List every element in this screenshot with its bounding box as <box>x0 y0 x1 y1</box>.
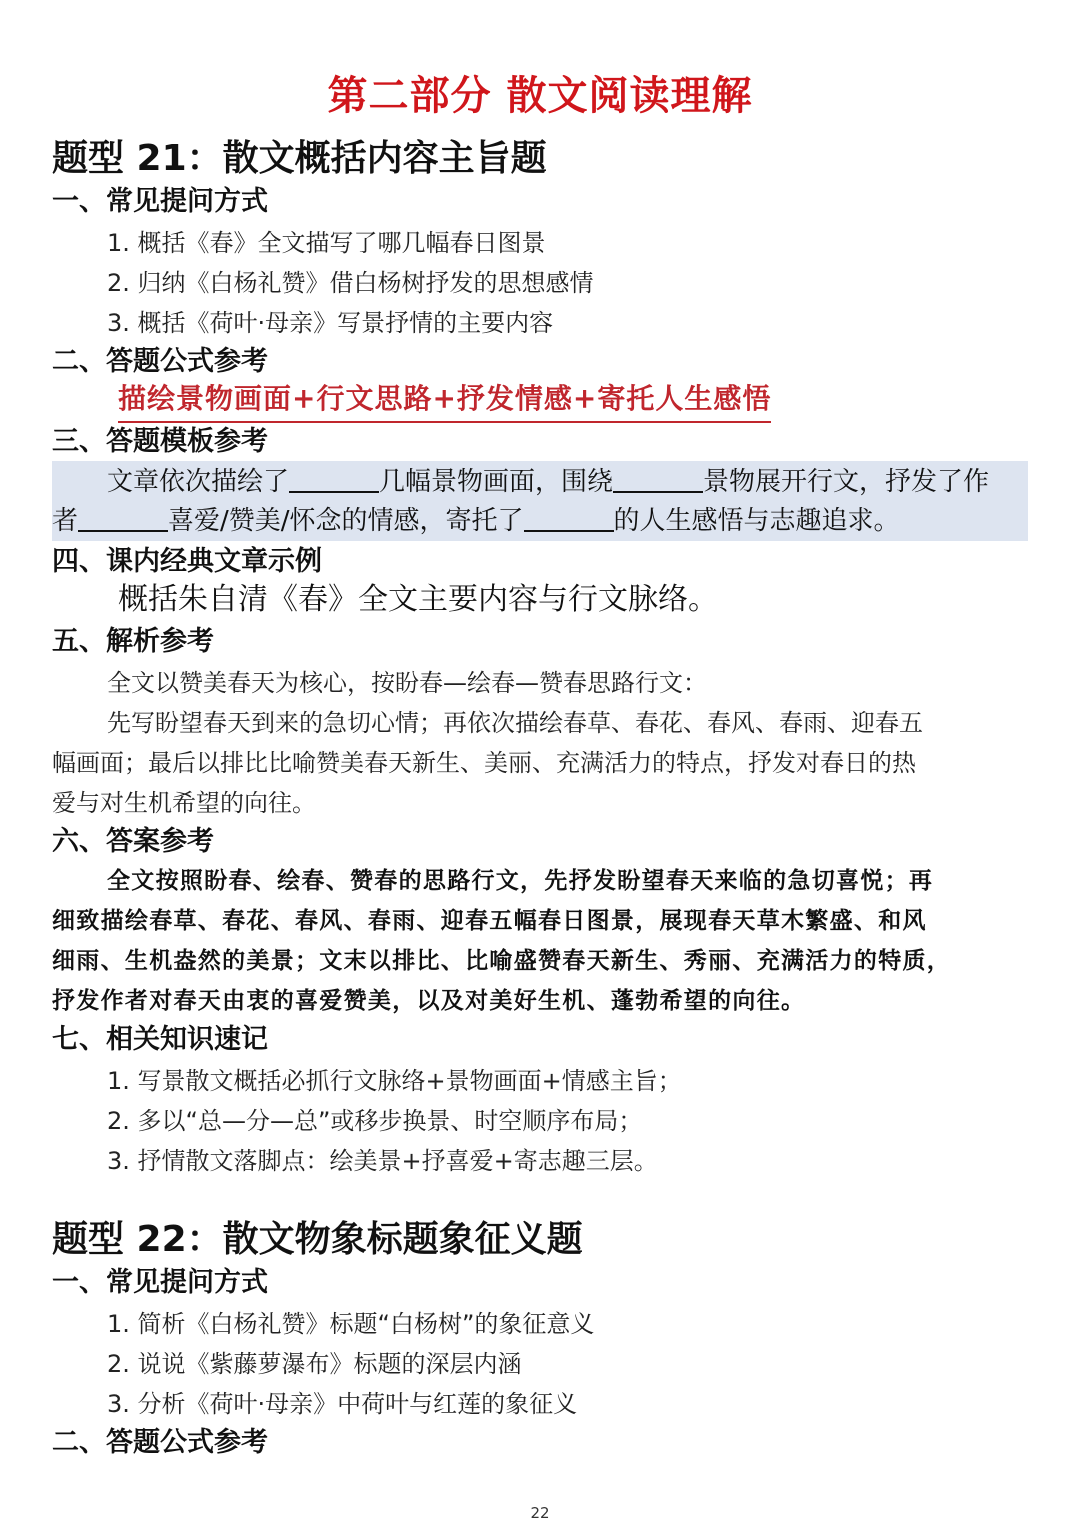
fill-blank <box>613 467 703 493</box>
type22-title: 题型 22：散文物象标题象征义题 <box>52 1219 583 1260</box>
type21-title: 题型 21：散文概括内容主旨题 <box>52 138 547 179</box>
answer-line: 细雨、生机盎然的美景；文末以排比、比喻盛赞春天新生、秀丽、充满活力的特质， <box>52 947 952 974</box>
list-item: 1. 简析《白杨礼赞》标题“白杨树”的象征意义 <box>107 1310 595 1338</box>
template-text: 几幅景物画面，围绕 <box>379 467 614 497</box>
list-item: 2. 归纳《白杨礼赞》借白杨树抒发的思想感情 <box>107 269 594 297</box>
template-text: 景物展开行文，抒发了作 <box>703 467 990 497</box>
analysis-line: 爱与对生机希望的向往。 <box>52 789 316 817</box>
section-heading: 六、答案参考 <box>52 826 214 857</box>
template-text: 文章依次描绘了 <box>107 467 290 497</box>
answer-template-box <box>52 461 1028 541</box>
template-text: 喜爱/赞美/怀念的情感，寄托了 <box>168 506 524 536</box>
section-heading: 三、答题模板参考 <box>52 426 268 457</box>
list-item: 1. 概括《春》全文描写了哪几幅春日图景 <box>107 229 546 257</box>
fill-blank <box>524 506 614 532</box>
analysis-line: 幅画面；最后以排比比喻赞美春天新生、美丽、充满活力的特点，抒发对春日的热 <box>52 749 916 777</box>
answer-line: 抒发作者对春天由衷的喜爱赞美，以及对美好生机、蓬勃希望的向往。 <box>52 987 806 1014</box>
list-item: 2. 说说《紫藤萝瀑布》标题的深层内涵 <box>107 1350 522 1378</box>
template-text: 者 <box>52 506 79 536</box>
example-question: 概括朱自清《春》全文主要内容与行文脉络。 <box>118 582 718 617</box>
section-heading: 七、相关知识速记 <box>52 1024 268 1055</box>
section-heading: 二、答题公式参考 <box>52 1427 268 1458</box>
page-main-title: 第二部分 散文阅读理解 <box>327 73 753 119</box>
section-heading: 一、常见提问方式 <box>52 186 268 217</box>
page-number: 22 <box>530 1504 550 1522</box>
section-heading: 五、解析参考 <box>52 626 214 657</box>
list-item: 3. 抒情散文落脚点：绘美景+抒喜爱+寄志趣三层。 <box>107 1147 658 1175</box>
answer-formula: 描绘景物画面+行文思路+抒发情感+寄托人生感悟 <box>118 378 771 423</box>
list-item: 2. 多以“总—分—总”或移步换景、时空顺序布局； <box>107 1107 643 1135</box>
section-heading: 一、常见提问方式 <box>52 1267 268 1298</box>
section-heading: 四、课内经典文章示例 <box>52 546 322 577</box>
section-heading: 二、答题公式参考 <box>52 346 268 377</box>
template-text: 的人生感悟与志趣追求。 <box>613 506 900 536</box>
answer-line: 全文按照盼春、绘春、赞春的思路行文，先抒发盼望春天来临的急切喜悦；再 <box>107 867 934 894</box>
analysis-line: 先写盼望春天到来的急切心情；再依次描绘春草、春花、春风、春雨、迎春五 <box>107 709 923 737</box>
list-item: 1. 写景散文概括必抓行文脉络+景物画面+情感主旨； <box>107 1067 682 1095</box>
list-item: 3. 分析《荷叶·母亲》中荷叶与红莲的象征义 <box>107 1390 578 1418</box>
fill-blank <box>78 506 168 532</box>
list-item: 3. 概括《荷叶·母亲》写景抒情的主要内容 <box>107 309 554 337</box>
fill-blank <box>289 467 379 493</box>
template-line <box>107 463 989 501</box>
template-line <box>52 502 900 540</box>
answer-line: 细致描绘春草、春花、春风、春雨、迎春五幅春日图景，展现春天草木繁盛、和风 <box>52 907 927 934</box>
analysis-line: 全文以赞美春天为核心，按盼春—绘春—赞春思路行文： <box>107 669 707 697</box>
